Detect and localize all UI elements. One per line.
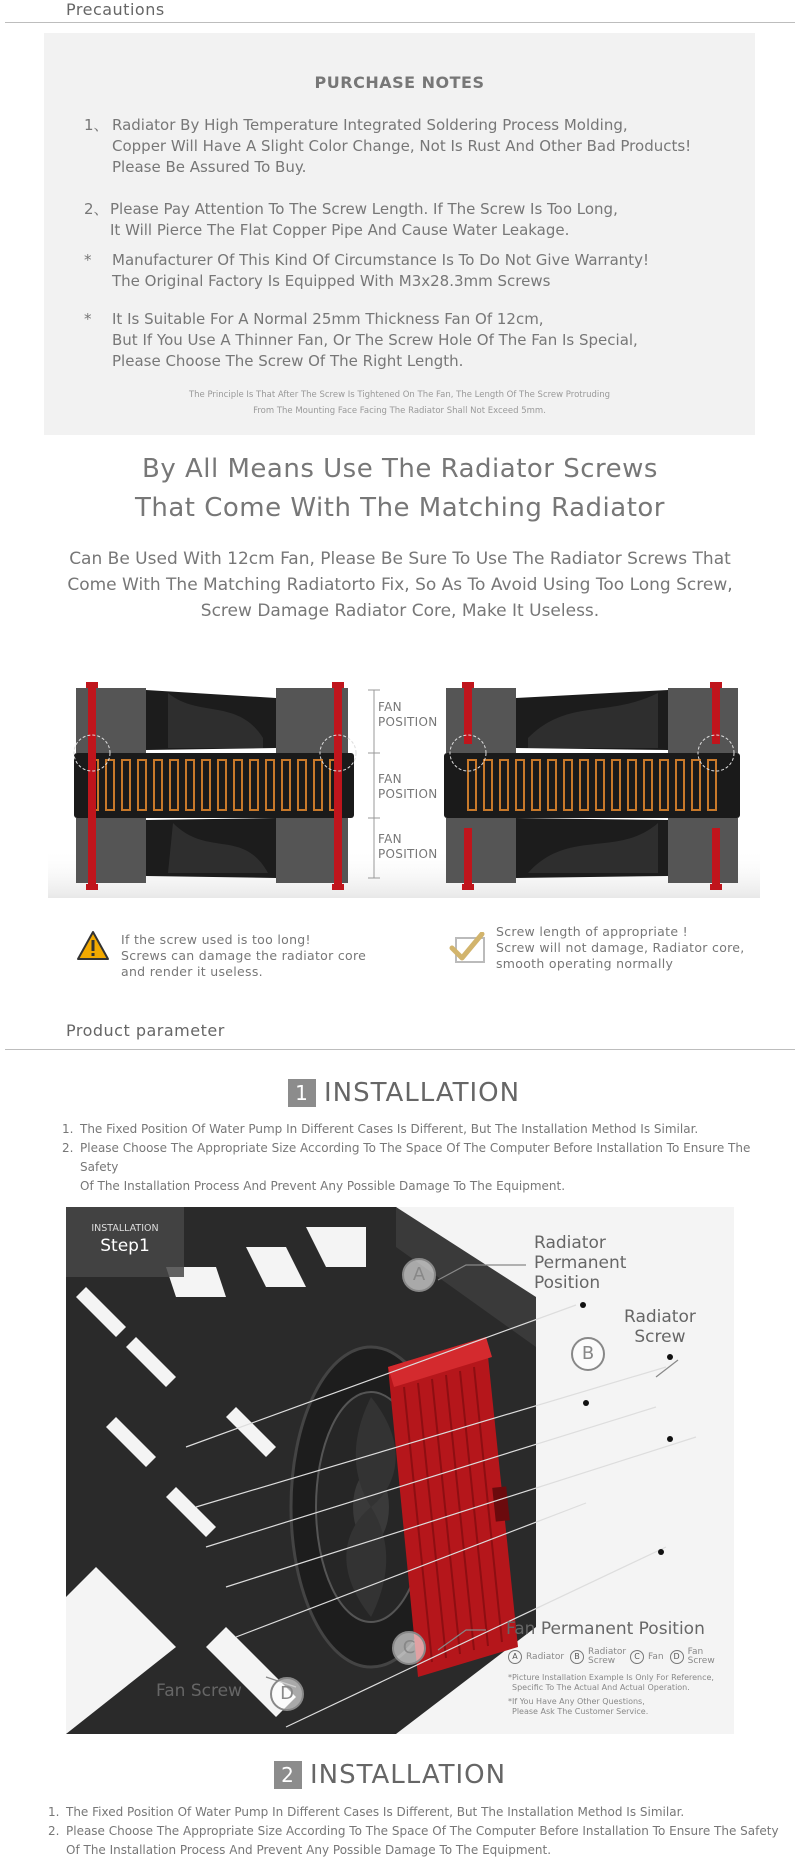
picture-note-line: Please Ask The Customer Service.	[512, 1707, 649, 1716]
callout-marker: B	[571, 1337, 605, 1371]
footnote-line: From The Mounting Face Facing The Radiator Shall Not Exceed 5mm.	[253, 406, 546, 416]
note-item	[84, 250, 724, 292]
callout-line: Permanent	[534, 1253, 627, 1273]
note-item	[84, 115, 724, 178]
callout-line: Position	[534, 1273, 601, 1293]
picture-note-line: *If You Have Any Other Questions,	[508, 1697, 645, 1706]
subtext-line: Can Be Used With 12cm Fan, Please Be Sure To Use The Radiator Screws That	[69, 549, 731, 569]
list-number: 2.	[48, 1824, 60, 1838]
subtext-line: Come With The Matching Radiatorto Fix, So As To Avoid Using Too Long Screw,	[67, 575, 733, 595]
legend-item	[670, 1648, 716, 1666]
list-item	[48, 1822, 788, 1860]
note-line: Manufacturer Of This Kind Of Circumstance Is To Do Not Give Warranty!	[112, 251, 650, 269]
legend-label: Fan Screw	[687, 1647, 715, 1666]
ok-line: Screw length of appropriate !	[496, 924, 688, 939]
purchase-notes-heading: PURCHASE NOTES	[314, 73, 485, 92]
footnote-line: The Principle Is That After The Screw Is Tightened On The Fan, The Length Of The Screw Protruding	[188, 390, 611, 400]
callout-radiator-permanent-position	[534, 1233, 626, 1293]
step-number: 2	[274, 1761, 302, 1789]
left-assembly	[74, 682, 356, 890]
note-line: Please Pay Attention To The Screw Length. If The Screw Is Too Long,	[110, 200, 618, 218]
installation-title: INSTALLATION	[310, 1760, 507, 1790]
dimension-label-line: FAN	[378, 700, 402, 714]
legend-item	[570, 1647, 627, 1666]
note-line: It Will Pierce The Flat Copper Pipe And Cause Water Leakage.	[110, 221, 570, 239]
installation-heading	[288, 1078, 520, 1108]
list-text: Please Choose The Appropriate Size According To The Space Of The Computer Before Installation To Ensure The Safety	[80, 1141, 751, 1174]
list-text: Of The Installation Process And Prevent Any Possible Damage To The Equipment.	[66, 1843, 552, 1857]
ok-line: Screw will not damage, Radiator core,	[496, 940, 745, 955]
divider	[5, 1049, 795, 1050]
list-text: The Fixed Position Of Water Pump In Different Cases Is Different, But The Installation Method Is Similar.	[80, 1122, 699, 1136]
installation-instructions	[48, 1803, 788, 1860]
callout-fan-permanent-position: Fan Permanent Position	[506, 1619, 705, 1639]
note-line: Copper Will Have A Slight Color Change, Not Is Rust And Other Bad Products!	[112, 137, 692, 155]
warning-text	[121, 932, 366, 980]
note-marker: 2、	[84, 200, 109, 218]
list-number: 1.	[48, 1805, 60, 1819]
note-line: Please Choose The Screw Of The Right Length.	[112, 352, 464, 370]
headline-line: By All Means Use The Radiator Screws	[142, 454, 658, 484]
step-number: 1	[288, 1079, 316, 1107]
checkmark-icon	[448, 932, 488, 964]
step-badge-label: INSTALLATION	[91, 1223, 159, 1234]
legend-marker: D	[670, 1650, 684, 1664]
callout-line: Radiator	[534, 1233, 606, 1253]
picture-note-line: Specific To The Actual And Actual Operation.	[512, 1683, 690, 1692]
note-line: But If You Use A Thinner Fan, Or The Screw Hole Of The Fan Is Special,	[112, 331, 638, 349]
warning-line: If the screw used is too long!	[121, 932, 311, 947]
dimension-label	[378, 832, 438, 862]
dimension-label-line: FAN	[378, 772, 402, 786]
legend-marker: A	[508, 1650, 522, 1664]
installation-illustration	[66, 1207, 734, 1734]
legend-label: Radiator Screw	[588, 1647, 627, 1666]
step-badge-title: Step1	[100, 1236, 150, 1256]
note-item	[84, 309, 724, 372]
warning-line: and render it useless.	[121, 964, 263, 979]
picture-notes	[508, 1673, 714, 1717]
purchase-notes-footnote	[44, 387, 755, 419]
installation-heading	[274, 1760, 506, 1790]
ok-line: smooth operating normally	[496, 956, 674, 971]
divider	[5, 22, 795, 23]
note-line: The Original Factory Is Equipped With M3x28.3mm Screws	[112, 272, 551, 290]
headline	[0, 450, 800, 528]
dimension-label-line: POSITION	[378, 847, 438, 861]
right-assembly	[444, 682, 740, 890]
list-text: Of The Installation Process And Prevent Any Possible Damage To The Equipment.	[80, 1179, 566, 1193]
callout-fan-screw: Fan Screw	[156, 1681, 242, 1701]
legend-item	[508, 1648, 564, 1666]
dimension-label-line: POSITION	[378, 787, 438, 801]
list-number: 1.	[62, 1122, 74, 1136]
purchase-notes-panel	[44, 33, 755, 435]
headline-line: That Come With The Matching Radiator	[134, 493, 665, 523]
note-item	[84, 199, 724, 241]
callout-marker: A	[402, 1258, 436, 1292]
ok-text	[496, 924, 745, 972]
callout-radiator-screw	[624, 1307, 696, 1347]
step-badge	[66, 1207, 184, 1277]
list-item	[62, 1120, 782, 1139]
callout-marker: C	[392, 1631, 426, 1665]
list-text: Please Choose The Appropriate Size According To The Space Of The Computer Before Installation To Ensure The Safety	[66, 1824, 779, 1838]
legend-marker: C	[630, 1650, 644, 1664]
list-text: The Fixed Position Of Water Pump In Different Cases Is Different, But The Installation Method Is Similar.	[66, 1805, 685, 1819]
dimension-label	[378, 772, 438, 802]
section-title-product-parameter: Product parameter	[66, 1021, 225, 1040]
subtext-line: Screw Damage Radiator Core, Make It Useless.	[200, 601, 600, 621]
dimension-label	[378, 700, 438, 730]
list-item	[48, 1803, 788, 1822]
note-line: Radiator By High Temperature Integrated Soldering Process Molding,	[112, 116, 628, 134]
legend-marker: B	[570, 1650, 584, 1664]
legend-label: Radiator	[526, 1652, 565, 1662]
note-marker: 1、	[84, 116, 109, 134]
installation-title: INSTALLATION	[324, 1078, 521, 1108]
subtext	[0, 546, 800, 624]
callout-marker: D	[270, 1677, 304, 1711]
legend-label: Fan	[648, 1652, 664, 1662]
installation-instructions	[62, 1120, 782, 1196]
note-line: Please Be Assured To Buy.	[112, 158, 307, 176]
note-line: It Is Suitable For A Normal 25mm Thickness Fan Of 12cm,	[112, 310, 544, 328]
warning-icon	[76, 930, 110, 962]
list-number: 2.	[62, 1141, 74, 1155]
picture-note-line: *Picture Installation Example Is Only For Reference,	[508, 1673, 714, 1682]
list-item	[62, 1139, 782, 1196]
callout-line: Screw	[634, 1327, 686, 1347]
dimension-label-line: FAN	[378, 832, 402, 846]
screw-length-diagram	[48, 678, 760, 903]
warning-line: Screws can damage the radiator core	[121, 948, 367, 963]
note-marker: *	[84, 251, 92, 269]
callout-line: Radiator	[624, 1307, 696, 1327]
section-title-precautions: Precautions	[66, 0, 165, 19]
legend-item	[630, 1648, 664, 1666]
note-marker: *	[84, 310, 92, 328]
dimension-label-line: POSITION	[378, 715, 438, 729]
legend	[508, 1648, 716, 1666]
